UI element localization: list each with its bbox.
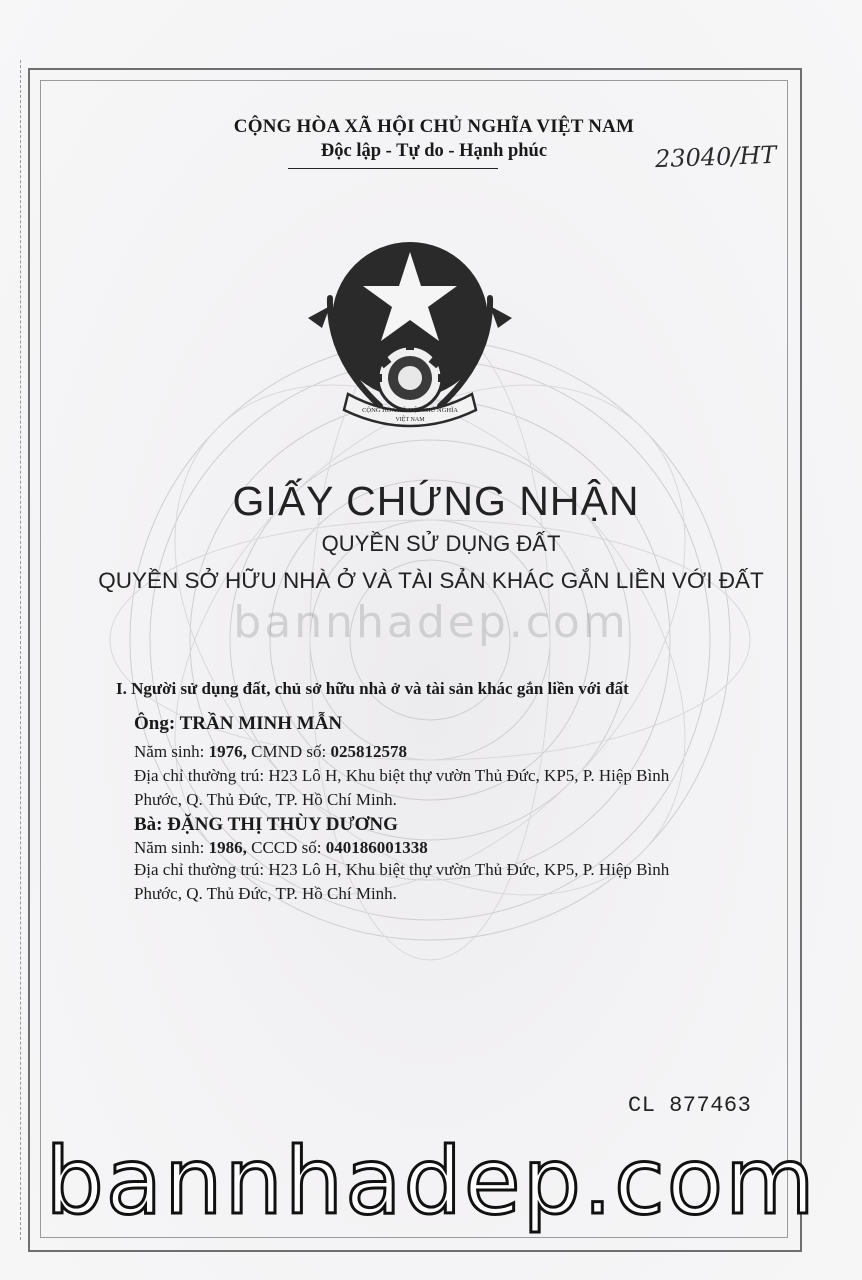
- person1-title: Ông:: [134, 713, 176, 734]
- person2-address-line1: Địa chỉ thường trú: H23 Lô H, Khu biệt thự vườn Thủ Đức, KP5, P. Hiệp Bình: [134, 860, 670, 879]
- person2-birth-line: [134, 838, 428, 858]
- certificate-serial-number: CL 877463: [628, 1093, 752, 1118]
- person1-name: TRẦN MINH MẪN: [179, 713, 343, 734]
- person1-id-label: CMND số:: [251, 742, 327, 761]
- watermark-small: bannhadep.com: [233, 597, 629, 648]
- person1-address-line1: Địa chỉ thường trú: H23 Lô H, Khu biệt thự vườn Thủ Đức, KP5, P. Hiệp Bình: [134, 766, 670, 785]
- person2-birth-label: Năm sinh:: [134, 838, 205, 857]
- person2-name-line: [134, 814, 398, 836]
- person2-id-number: 040186001338: [325, 838, 428, 857]
- national-emblem-icon: [300, 228, 520, 438]
- section-heading: I. Người sử dụng đất, chủ sở hữu nhà ở và tài sản khác gắn liền với đất: [116, 679, 629, 698]
- person2-name: ĐẶNG THỊ THÙY DƯƠNG: [167, 814, 398, 835]
- certificate-subtitle-land-use: QUYỀN SỬ DỤNG ĐẤT: [321, 531, 561, 556]
- certificate-subtitle-ownership: QUYỀN SỞ HỮU NHÀ Ở VÀ TÀI SẢN KHÁC GẮN LIỀN VỚI ĐẤT: [98, 568, 764, 593]
- person2-address-line2: Phước, Q. Thủ Đức, TP. Hồ Chí Minh.: [134, 884, 397, 903]
- handwritten-number: 23040/HT: [654, 140, 777, 174]
- person1-address-line2: Phước, Q. Thủ Đức, TP. Hồ Chí Minh.: [134, 790, 397, 809]
- person1-id-number: 025812578: [330, 742, 407, 761]
- emblem-ribbon-text-1: CỘNG HÒA XÃ HỘI CHỦ NGHĨA: [362, 407, 458, 414]
- person1-name-line: [134, 713, 342, 735]
- person1-birth-year: 1976,: [208, 742, 247, 761]
- person2-title: Bà:: [134, 814, 163, 835]
- motto-underline: [288, 168, 498, 169]
- watermark-large: bannhadep.com: [45, 1128, 817, 1235]
- emblem-ribbon-text-2: VIỆT NAM: [395, 417, 425, 423]
- person1-birth-label: Năm sinh:: [134, 742, 205, 761]
- person1-birth-line: [134, 742, 407, 762]
- person2-id-label: CCCD số:: [251, 838, 322, 857]
- national-motto: Độc lập - Tự do - Hạnh phúc: [320, 141, 548, 161]
- person2-birth-year: 1986,: [208, 838, 247, 857]
- national-header: CỘNG HÒA XÃ HỘI CHỦ NGHĨA VIỆT NAM: [233, 116, 635, 137]
- certificate-title: GIẤY CHỨNG NHẬN: [232, 478, 640, 524]
